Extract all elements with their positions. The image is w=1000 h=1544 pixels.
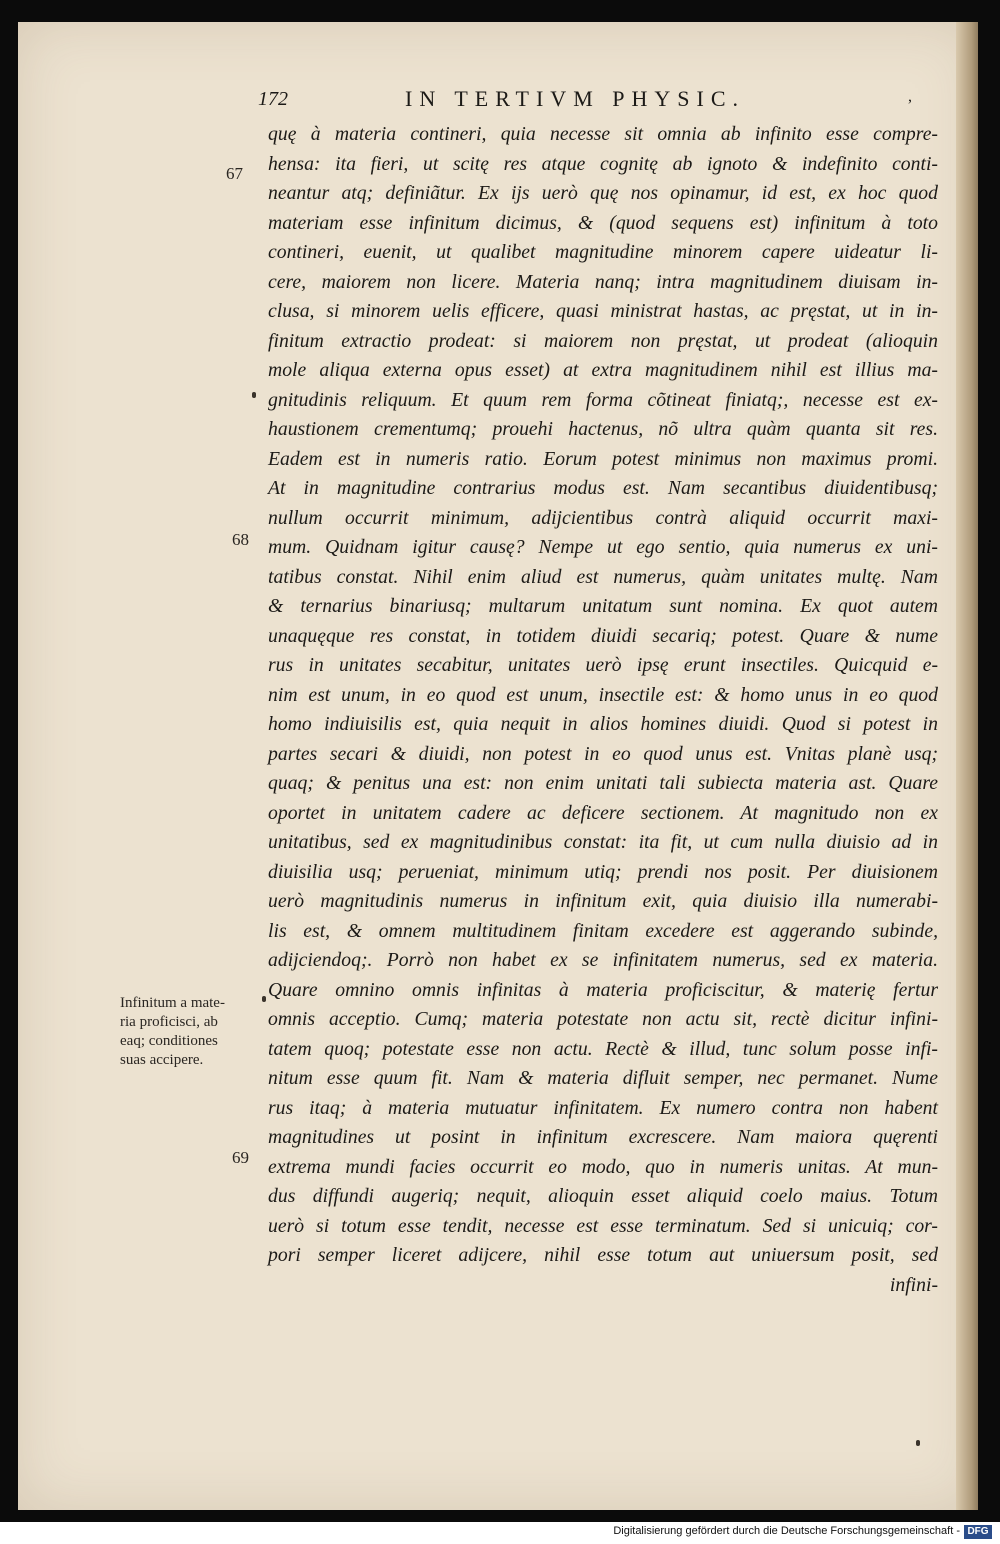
text-line: oportet in unitatem cadere ac deficere sectionem. At magnitudo non ex [268, 801, 938, 824]
page-spine-edge [956, 22, 978, 1510]
text-line: clusa, si minorem uelis efficere, quasi ministrat hastas, ac pręstat, ut in in- [268, 300, 938, 322]
text-line: mum. Quidnam igitur causę? Nempe ut ego sentio, quia numerus ex uni- [268, 536, 938, 558]
text-line: quaq; & penitus una est: non enim unitati tali subiecta materia ast. Quare [268, 772, 938, 794]
text-line: tatibus constat. Nihil enim aliud est numerus, quàm unitates multę. Nam [268, 565, 938, 588]
text-line: tatem quoq; potestate esse non actu. Rectè & illud, tunc solum posse infi- [268, 1037, 938, 1060]
text-line: Quare omnino omnis infinitas à materia proficiscitur, & materię fertur [268, 978, 938, 1001]
text-line: uerò magnitudinis numerus in infinitum exit, quia diuisio illa numerabi- [268, 890, 938, 912]
text-line: lis est, & omnem multitudinem finitam excedere est aggerando subinde, [268, 919, 938, 942]
text-line: omnis acceptio. Cumq; materia potestate non actu sit, rectè dicitur infini- [268, 1008, 938, 1030]
header-mark: , [908, 88, 912, 105]
margin-note [120, 994, 260, 1070]
margin-note-line: eaq; conditiones [120, 1033, 218, 1049]
text-line: quę à materia contineri, quia necesse sit omnia ab infinito esse compre- [268, 123, 938, 145]
ink-speck [262, 996, 266, 1002]
text-line: rus itaq; à materia mutuatur infinitatem. Ex numero contra non habent [268, 1096, 938, 1119]
text-line: & ternarius binariusq; multarum unitatum sunt nomina. Ex quot autem [268, 595, 938, 617]
text-line: gnitudinis reliquum. Et quum rem forma cõtineat finiatq;, necesse est ex- [268, 388, 938, 411]
text-line: magnitudines ut posint in infinitum excrescere. Nam maiora quęrenti [268, 1126, 938, 1148]
ink-speck [916, 1440, 920, 1446]
marginal-number-68: 68 [232, 530, 249, 549]
ink-speck [252, 392, 256, 398]
text-line: materiam esse infinitum dicimus, & (quod sequens est) infinitum à toto [268, 211, 938, 234]
page-number: 172 [258, 88, 288, 110]
marginal-number-67: 67 [226, 164, 243, 183]
text-line: dus diffundi augeriq; nequit, alioquin esset aliquid coelo maius. Totum [268, 1185, 938, 1207]
text-line: adijciendoq;. Porrò non habet ex se infinitatem numerus, sed ex materia. [268, 949, 938, 971]
catchword-line: infini- [889, 1273, 938, 1296]
text-line: uerò si totum esse tendit, necesse est esse terminatum. Sed si unicuiq; cor- [268, 1214, 938, 1237]
text-line: haustionem crementumq; prouehi hactenus, nõ ultra quàm quanta sit res. [268, 418, 938, 440]
running-head: IN TERTIVM PHYSIC. [405, 86, 746, 111]
text-line: hensa: ita fieri, ut scitę res atque cognitę ab ignoto & indefinito conti- [268, 152, 938, 175]
text-line: diuisilia usq; perueniat, minimum utiq; prendi nos posit. Per diuisionem [268, 860, 938, 883]
text-line: extrema mundi facies occurrit eo modo, quo in numeris unitas. At mun- [268, 1155, 938, 1178]
text-line: partes secari & diuidi, non potest in eo quod unus est. Vnitas planè usq; [268, 742, 938, 765]
margin-note-line: suas accipere. [120, 1052, 204, 1068]
text-line: nitum esse quum fit. Nam & materia difluit semper, nec permanet. Nume [268, 1067, 938, 1089]
page-header [258, 88, 918, 118]
text-line: neantur atq; definiãtur. Ex ijs uerò quę nos opinamur, id est, ex hoc quod [268, 182, 938, 204]
footer-bar [0, 1522, 1000, 1544]
margin-note-line: Infinitum a mate- [120, 995, 225, 1011]
text-line: homo indiuisilis est, quia nequit in alios homines diuidi. Quod si potest in [268, 713, 938, 735]
text-line: nullum occurrit minimum, adijcientibus contrà aliquid occurrit maxi- [268, 506, 938, 529]
marginal-number-69: 69 [232, 1148, 249, 1167]
text-line: rus in unitates secabitur, unitates uerò ipsę erunt insectiles. Quicquid e- [268, 654, 938, 676]
body-text [268, 120, 938, 1300]
text-line: nim est unum, in eo quod est unum, insectile est: & homo unus in eo quod [268, 683, 938, 706]
text-line: finitum extractio prodeat: si maiorem non pręstat, ut prodeat (alioquin [268, 329, 938, 352]
footer-credit: Digitalisierung gefördert durch die Deutsche Forschungsgemeinschaft - [613, 1525, 960, 1537]
text-line: cere, maiorem non licere. Materia nanq; intra magnitudinem diuisam in- [268, 270, 938, 293]
text-line: Eadem est in numeris ratio. Eorum potest minimus non maximus promi. [268, 447, 938, 470]
text-line: unaquęque res constat, in totidem diuidi secariq; potest. Quare & nume [268, 624, 938, 647]
text-line: pori semper liceret adijcere, nihil esse totum aut uniuersum posit, sed [268, 1244, 938, 1266]
text-line: mole aliqua externa opus esset) at extra magnitudinem nihil est illius ma- [268, 359, 938, 381]
text-line: At in magnitudine contrarius modus est. Nam secantibus diuidentibusq; [268, 477, 938, 499]
margin-note-line: ria proficisci, ab [120, 1014, 218, 1030]
dfg-logo: DFG [964, 1525, 992, 1539]
text-line: contineri, euenit, ut qualibet magnitudine minorem capere uideatur li- [268, 241, 938, 263]
text-line: unitatibus, sed ex magnitudinibus constat: ita fit, ut cum nulla diuisio ad in [268, 831, 938, 853]
